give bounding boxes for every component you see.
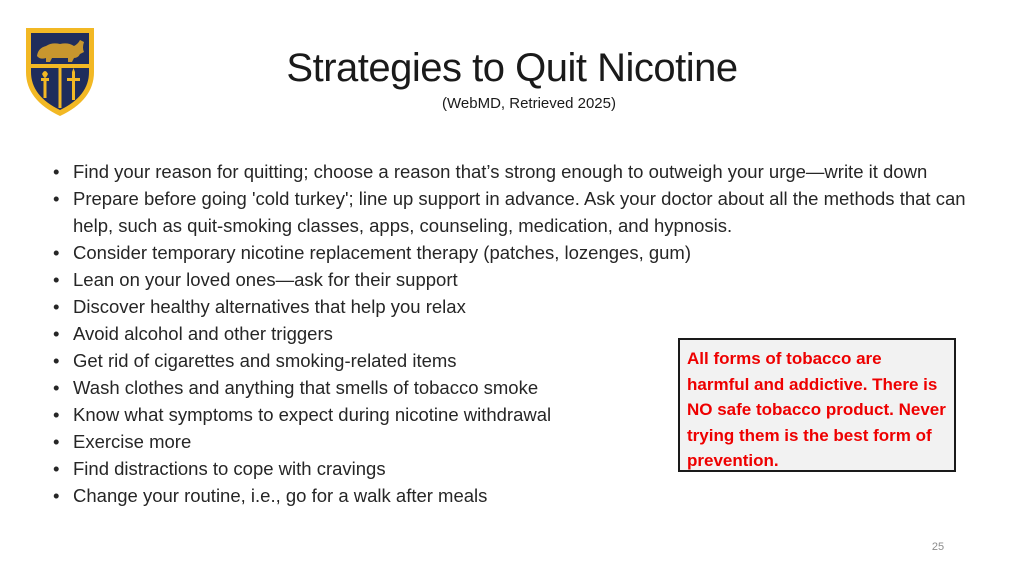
- list-item: • Change your routine, i.e., go for a walk after meals: [52, 482, 967, 509]
- slide-title: Strategies to Quit Nicotine: [286, 46, 738, 90]
- prevention-callout-box: All forms of tobacco are harmful and addictive. There is NO safe tobacco product. Never trying them is the best form of prevention.: [678, 338, 956, 472]
- slide-subtitle: (WebMD, Retrieved 2025): [442, 95, 616, 112]
- list-item: • Avoid alcohol and other triggers: [52, 320, 967, 347]
- list-item: • Know what symptoms to expect during nicotine withdrawal: [52, 401, 967, 428]
- page-number: 25: [931, 541, 945, 553]
- list-item: • Wash clothes and anything that smells of tobacco smoke: [52, 374, 967, 401]
- list-item: • Lean on your loved ones—ask for their support: [52, 266, 967, 293]
- list-item: • Find distractions to cope with cravings: [52, 455, 967, 482]
- list-item: • Discover healthy alternatives that help you relax: [52, 293, 967, 320]
- list-item: • Get rid of cigarettes and smoking-related items: [52, 347, 967, 374]
- list-item: • Prepare before going 'cold turkey'; line up support in advance. Ask your doctor about all the methods that can help, such as quit-smoking classes, apps, counseling, medication, and hypnosis.: [52, 185, 967, 239]
- list-item: • Exercise more: [52, 428, 967, 455]
- list-item: • Find your reason for quitting; choose a reason that’s strong enough to outweigh your urge—write it down: [52, 158, 967, 185]
- list-item: • Consider temporary nicotine replacement therapy (patches, lozenges, gum): [52, 239, 967, 266]
